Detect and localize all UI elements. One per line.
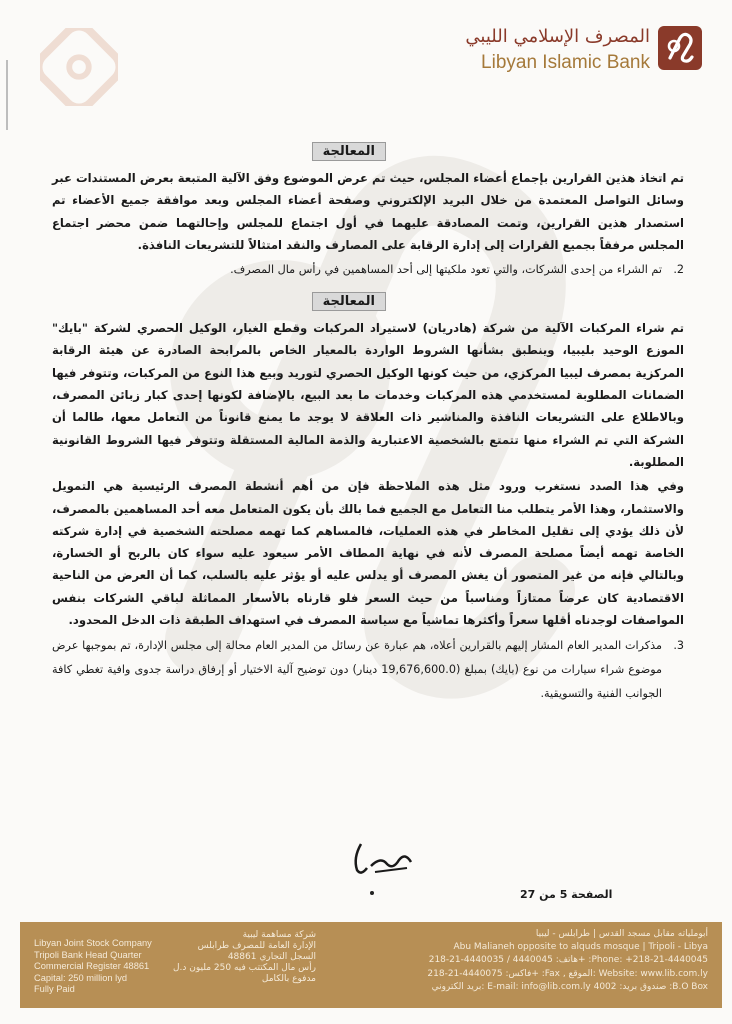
footer-fax-website: فاكس: 4440075-21-218+ :Fax , الموقع: Website: www.lib.com.ly bbox=[427, 968, 708, 979]
footer-line: مدفوع بالكامل bbox=[261, 974, 316, 984]
section-heading-treatment-2: المعالجة bbox=[312, 292, 386, 311]
footer-address-en: Abu Malianeh opposite to alquds mosque | Tripoli - Libya bbox=[453, 942, 708, 953]
footer-address-ar: أبوملياته مقابل مسجد القدس | طرابلس - ليبيا bbox=[535, 929, 708, 939]
bank-name-english: Libyan Islamic Bank bbox=[481, 52, 650, 73]
lib-logo-icon bbox=[658, 26, 702, 70]
treatment-paragraph-3: وفي هذا الصدد نستغرب ورود مثل هذه الملاحظة فإن من أهم أنشطة المصرف الرئيسية هي التمويل والاستثمار، وهذا الأمر يتطلب منا التعامل مع الجميع فما بالك بأن يكون المتعامل معه أحد المساهمين بالمصرف، لأن ذلك يؤدي إلى تقليل المخاطر في هذه العمليات، فالمساهم كما تهمه مصلحته الشخصية في إدارة شركته الخاصة تهمه أيضاً مصلحة المصرف لأنه في نهاية المطاف الأمر سيعود عليه سواء كان بالربح أو الخسارة، وبالتالي فإنه من غير المتصور أن يغش المصرف أو يدلس عليه أو يؤثر عليه بالسلب، كما أن العرض من الناحية الاقتصادية كان عرضاً ممتازاً ومناسباً من حيث السعر فلو قارناه بالأسعار المماثلة لباقي الشركات بنفس المواصفات لوجدناه أقلها سعراً وأكثرها تماشياً مع سياسة المصرف في استهداف الطبقة ذات الدخل المحدود. bbox=[52, 479, 684, 628]
footer-line: Capital: 250 million lyd bbox=[34, 972, 128, 983]
footer-phone: هاتف: 4440045 / 4440035-21-218+ :Phone: +218-21-4440045 bbox=[428, 955, 708, 966]
document-body bbox=[52, 140, 684, 706]
numbered-item-2 bbox=[52, 259, 684, 280]
page-number: الصفحة 5 من 27 bbox=[520, 888, 613, 901]
treatment-paragraph-1: تم اتخاذ هذين القرارين بإجماع أعضاء المجلس، حيث تم عرض الموضوع وفق الآلية المتبعة بعرض المستندات عبر وسائل التواصل المعتمدة من خلال البريد الإلكتروني وصفحة أعضاء المجلس وبعد موافقة جميع الأعضاء تم استصدار هذين القرارين، وتمت المصادقة عليهما في أول اجتماع للمجلس وإحالتهما ضمن محضر اجتماع المجلس مرفقاً بجميع القرارات إلى إدارة الرقابة على المصارف والنقد امتثالاً للتشريعات النافذة. bbox=[52, 171, 684, 252]
signature-icon bbox=[347, 838, 417, 878]
footer-line: شركة مساهمة ليبية bbox=[242, 930, 316, 940]
footer-line: Libyan Joint Stock Company bbox=[34, 938, 152, 948]
item-number: 3. bbox=[673, 639, 684, 653]
scan-edge-line bbox=[6, 60, 8, 130]
footer-line: السجل التجاري 48861 bbox=[227, 952, 316, 962]
treatment-paragraph-2: تم شراء المركبات الآلية من شركة (هادريان) لاستيراد المركبات وقطع الغيار، الوكيل الحصري لشركة "بايك" الموزع الوحيد بليبيا، وينطبق بشأنها الشروط الواردة بالمعيار الخاص بالمرابحة الصادرة عن هيئة الرقابة المركزية بمصرف ليبيا المركزي، من حيث كونها الوكيل الحصري لتوريد وبيع هذا النوع من المركبات، وتتوفر فيها الضمانات المطلوبة لمستخدمي هذه المركبات وخدمات ما بعد البيع، بالإضافة لكونها إحدى كبار زبائن المصرف، وبالاطلاع على التشريعات النافذة والمناشير ذات العلاقة لا يوجد ما يمنع قانوناً من التعامل معها، طالما أن الشركة التي تم الشراء منها تتمتع بالشخصية الاعتبارية والذمة المالية المستقلة وتتوفر فيها الشروط القانونية المطلوبة. bbox=[52, 321, 684, 469]
footer-line: Tripoli Bank Head Quarter bbox=[34, 949, 142, 960]
item-number: 2. bbox=[673, 263, 684, 277]
footer-company-info-en bbox=[34, 938, 152, 996]
footer-line: رأس مال المكتتب فيه 250 مليون د.ل bbox=[172, 963, 316, 973]
footer-line: Fully Paid bbox=[34, 984, 75, 995]
bank-header bbox=[452, 22, 702, 82]
page-dot bbox=[370, 891, 374, 895]
bank-name-arabic: المصرف الإسلامي الليبي bbox=[465, 26, 650, 47]
bank-footer bbox=[20, 922, 722, 1008]
footer-line: Commercial Register 48861 bbox=[34, 961, 150, 972]
corner-logo-icon bbox=[40, 28, 118, 106]
section-heading-treatment-1: المعالجة bbox=[312, 142, 386, 161]
footer-company-info-ar bbox=[172, 930, 316, 985]
item-text: مذكرات المدير العام المشار إليهم بالقرارين أعلاه، هم عبارة عن رسائل من المدير العام محالة إلى مجلس الإدارة، تم بموجبها عرض موضوع شراء سيارات من نوع (بايك) بمبلغ (19,676,600.0 دينار) دون توضيح آلية الاختيار أو إرفاق دراسة جدوى وافية تغطي كافة الجوانب الفنية والتسويقية. bbox=[52, 639, 662, 701]
footer-line: الإدارة العامة للمصرف طرابلس bbox=[197, 941, 316, 951]
item-text: تم الشراء من إحدى الشركات، والتي تعود ملكيتها إلى أحد المساهمين في رأس مال المصرف. bbox=[230, 263, 662, 277]
footer-email-box: بريد الكتروني: E-mail: info@lib.com.ly صندوق بريد: 4002 :B.O Box bbox=[431, 981, 708, 992]
footer-contact-info bbox=[328, 928, 708, 994]
numbered-item-3 bbox=[52, 634, 684, 706]
